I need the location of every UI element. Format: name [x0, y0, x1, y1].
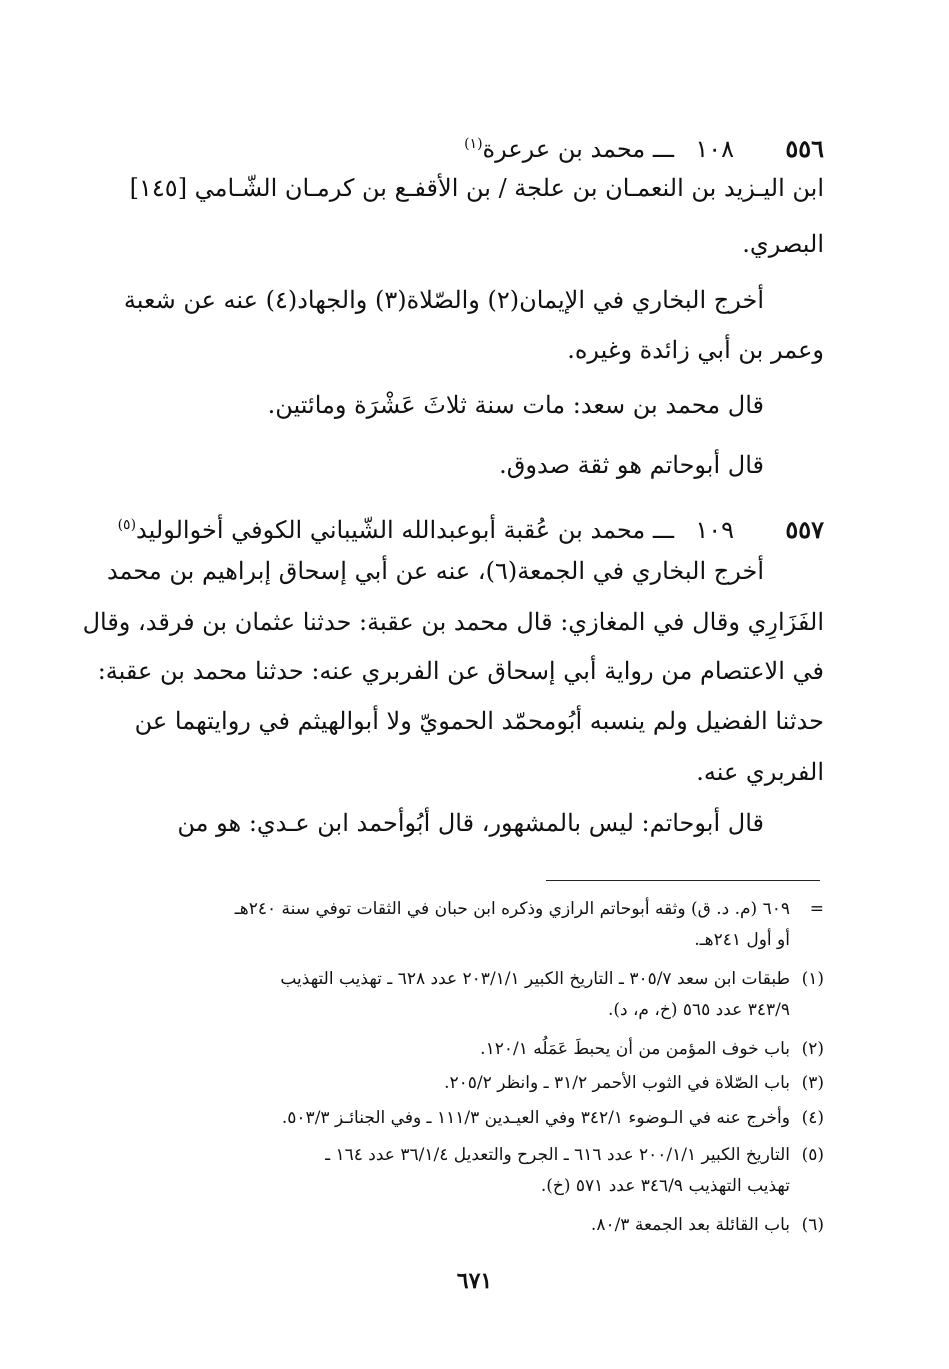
footnote-ref: (١): [464, 136, 483, 152]
entry-556-para-line-1: أخرج البخاري في الإيمان(٢) والصّلاة(٣) والجهاد(٤) عنه عن شعبة: [123, 286, 764, 314]
footnote-text: أو أول ٢٤١هـ.: [694, 930, 790, 950]
entry-title: ـــ محمد بن عُقبة أبوعبدالله الشّيباني الكوفي أخوالوليد: [136, 516, 674, 544]
entry-557-para-line-1: أخرج البخاري في الجمعة(٦)، عنه عن أبي إسحاق إبراهيم بن محمد: [106, 557, 764, 585]
footnote-separator: [546, 880, 820, 881]
page-number: ٦٧١: [456, 1268, 493, 1294]
entry-number: ٥٥٦: [785, 134, 824, 163]
footnote-6: [124, 1210, 824, 1241]
entry-557-para-line-5: الفربري عنه.: [696, 758, 824, 786]
entry-557-quote-1: قال أبوحاتم: ليس بالمشهور، قال أبُوأحمد ابن عـدي: هو من: [177, 809, 764, 837]
footnote-mark: (٣): [801, 1073, 824, 1093]
entry-557-para-line-3: في الاعتصام من رواية أبي إسحاق عن الفربري عنه: حدثنا محمد بن عقبة:: [97, 657, 824, 685]
entry-title: ـــ محمد بن عرعرة: [482, 135, 674, 163]
entry-556-para-line-2: وعمر بن أبي زائدة وغيره.: [567, 336, 824, 364]
footnote-text: باب خوف المؤمن من أن يحبطَ عَمَلُه ١٢٠/١.: [480, 1039, 790, 1059]
footnote-text: التاريخ الكبير ٢٠٠/١/١ عدد ٦١٦ ـ الجرح والتعديل ٣٦/١/٤ عدد ١٦٤ ـ: [325, 1145, 790, 1165]
entry-556-line-1: ابن اليـزيد بن النعمـان بن علجة / بن الأقفـع بن كرمـان الشّـامي [١٤٥]: [129, 174, 824, 202]
footnote-mark: (٦): [801, 1215, 824, 1235]
entry-number: ٥٥٧: [785, 515, 824, 544]
footnote-text: وأخرج عنه في الـوضوء ٣٤٢/١ وفي العيـدين ١١١/٣ ـ وفي الجنائـز ٥٠٣/٣.: [281, 1108, 790, 1128]
entry-557-para-line-4: حدثنا الفضيل ولم ينسبه أبُومحمّد الحمويّ ولا أبوالهيثم في روايتهما عن: [134, 707, 824, 735]
entry-subnumber: ١٠٩: [695, 516, 734, 544]
footnote-mark: =: [809, 899, 824, 919]
footnote-5: [124, 1140, 824, 1202]
entry-subnumber: ١٠٨: [695, 135, 734, 163]
footnote-mark: (٤): [801, 1108, 824, 1128]
footnote-text: ٦٠٩ (م. د. ق) وثقه أبوحاتم الرازي وذكره ابن حبان في الثقات توفي سنة ٢٤٠هـ: [234, 899, 790, 919]
footnote-text: باب القائلة بعد الجمعة ٨٠/٣.: [590, 1215, 790, 1235]
footnote-mark: (٥): [801, 1145, 824, 1165]
entry-556-quote-1: قال محمد بن سعد: مات سنة ثلاثَ عَشْرَة ومائتين.: [267, 391, 764, 419]
footnote-mark: (١): [801, 969, 824, 989]
entry-556-quote-2: قال أبوحاتم هو ثقة صدوق.: [499, 451, 764, 479]
footnote-text: باب الصّلاة في الثوب الأحمر ٣١/٢ ـ وانظر ٢٠٥/٢.: [444, 1073, 790, 1093]
entry-556-line-2: البصري.: [742, 230, 824, 258]
footnote-1: [124, 964, 824, 1026]
entry-557-para-line-2: الفَزَارِي وقال في المغازي: قال محمد بن عقبة: حدثنا عثمان بن فرقد، وقال: [82, 608, 824, 636]
footnote-2: [124, 1034, 824, 1065]
footnote-3: [124, 1068, 824, 1099]
footnote-text: ٣٤٣/٩ عدد ٥٦٥ (خ، م، د).: [607, 1000, 790, 1020]
footnote-continuation: [124, 894, 824, 956]
footnote-4: [124, 1103, 824, 1134]
footnote-text: تهذيب التهذيب ٣٤٦/٩ عدد ٥٧١ (خ).: [540, 1176, 790, 1196]
footnote-ref: (٥): [117, 517, 137, 533]
footnote-text: طبقات ابن سعد ٣٠٥/٧ ـ التاريخ الكبير ٢٠٣/١/١ عدد ٦٢٨ ـ تهذيب التهذيب: [280, 969, 790, 989]
footnote-mark: (٢): [801, 1039, 824, 1059]
